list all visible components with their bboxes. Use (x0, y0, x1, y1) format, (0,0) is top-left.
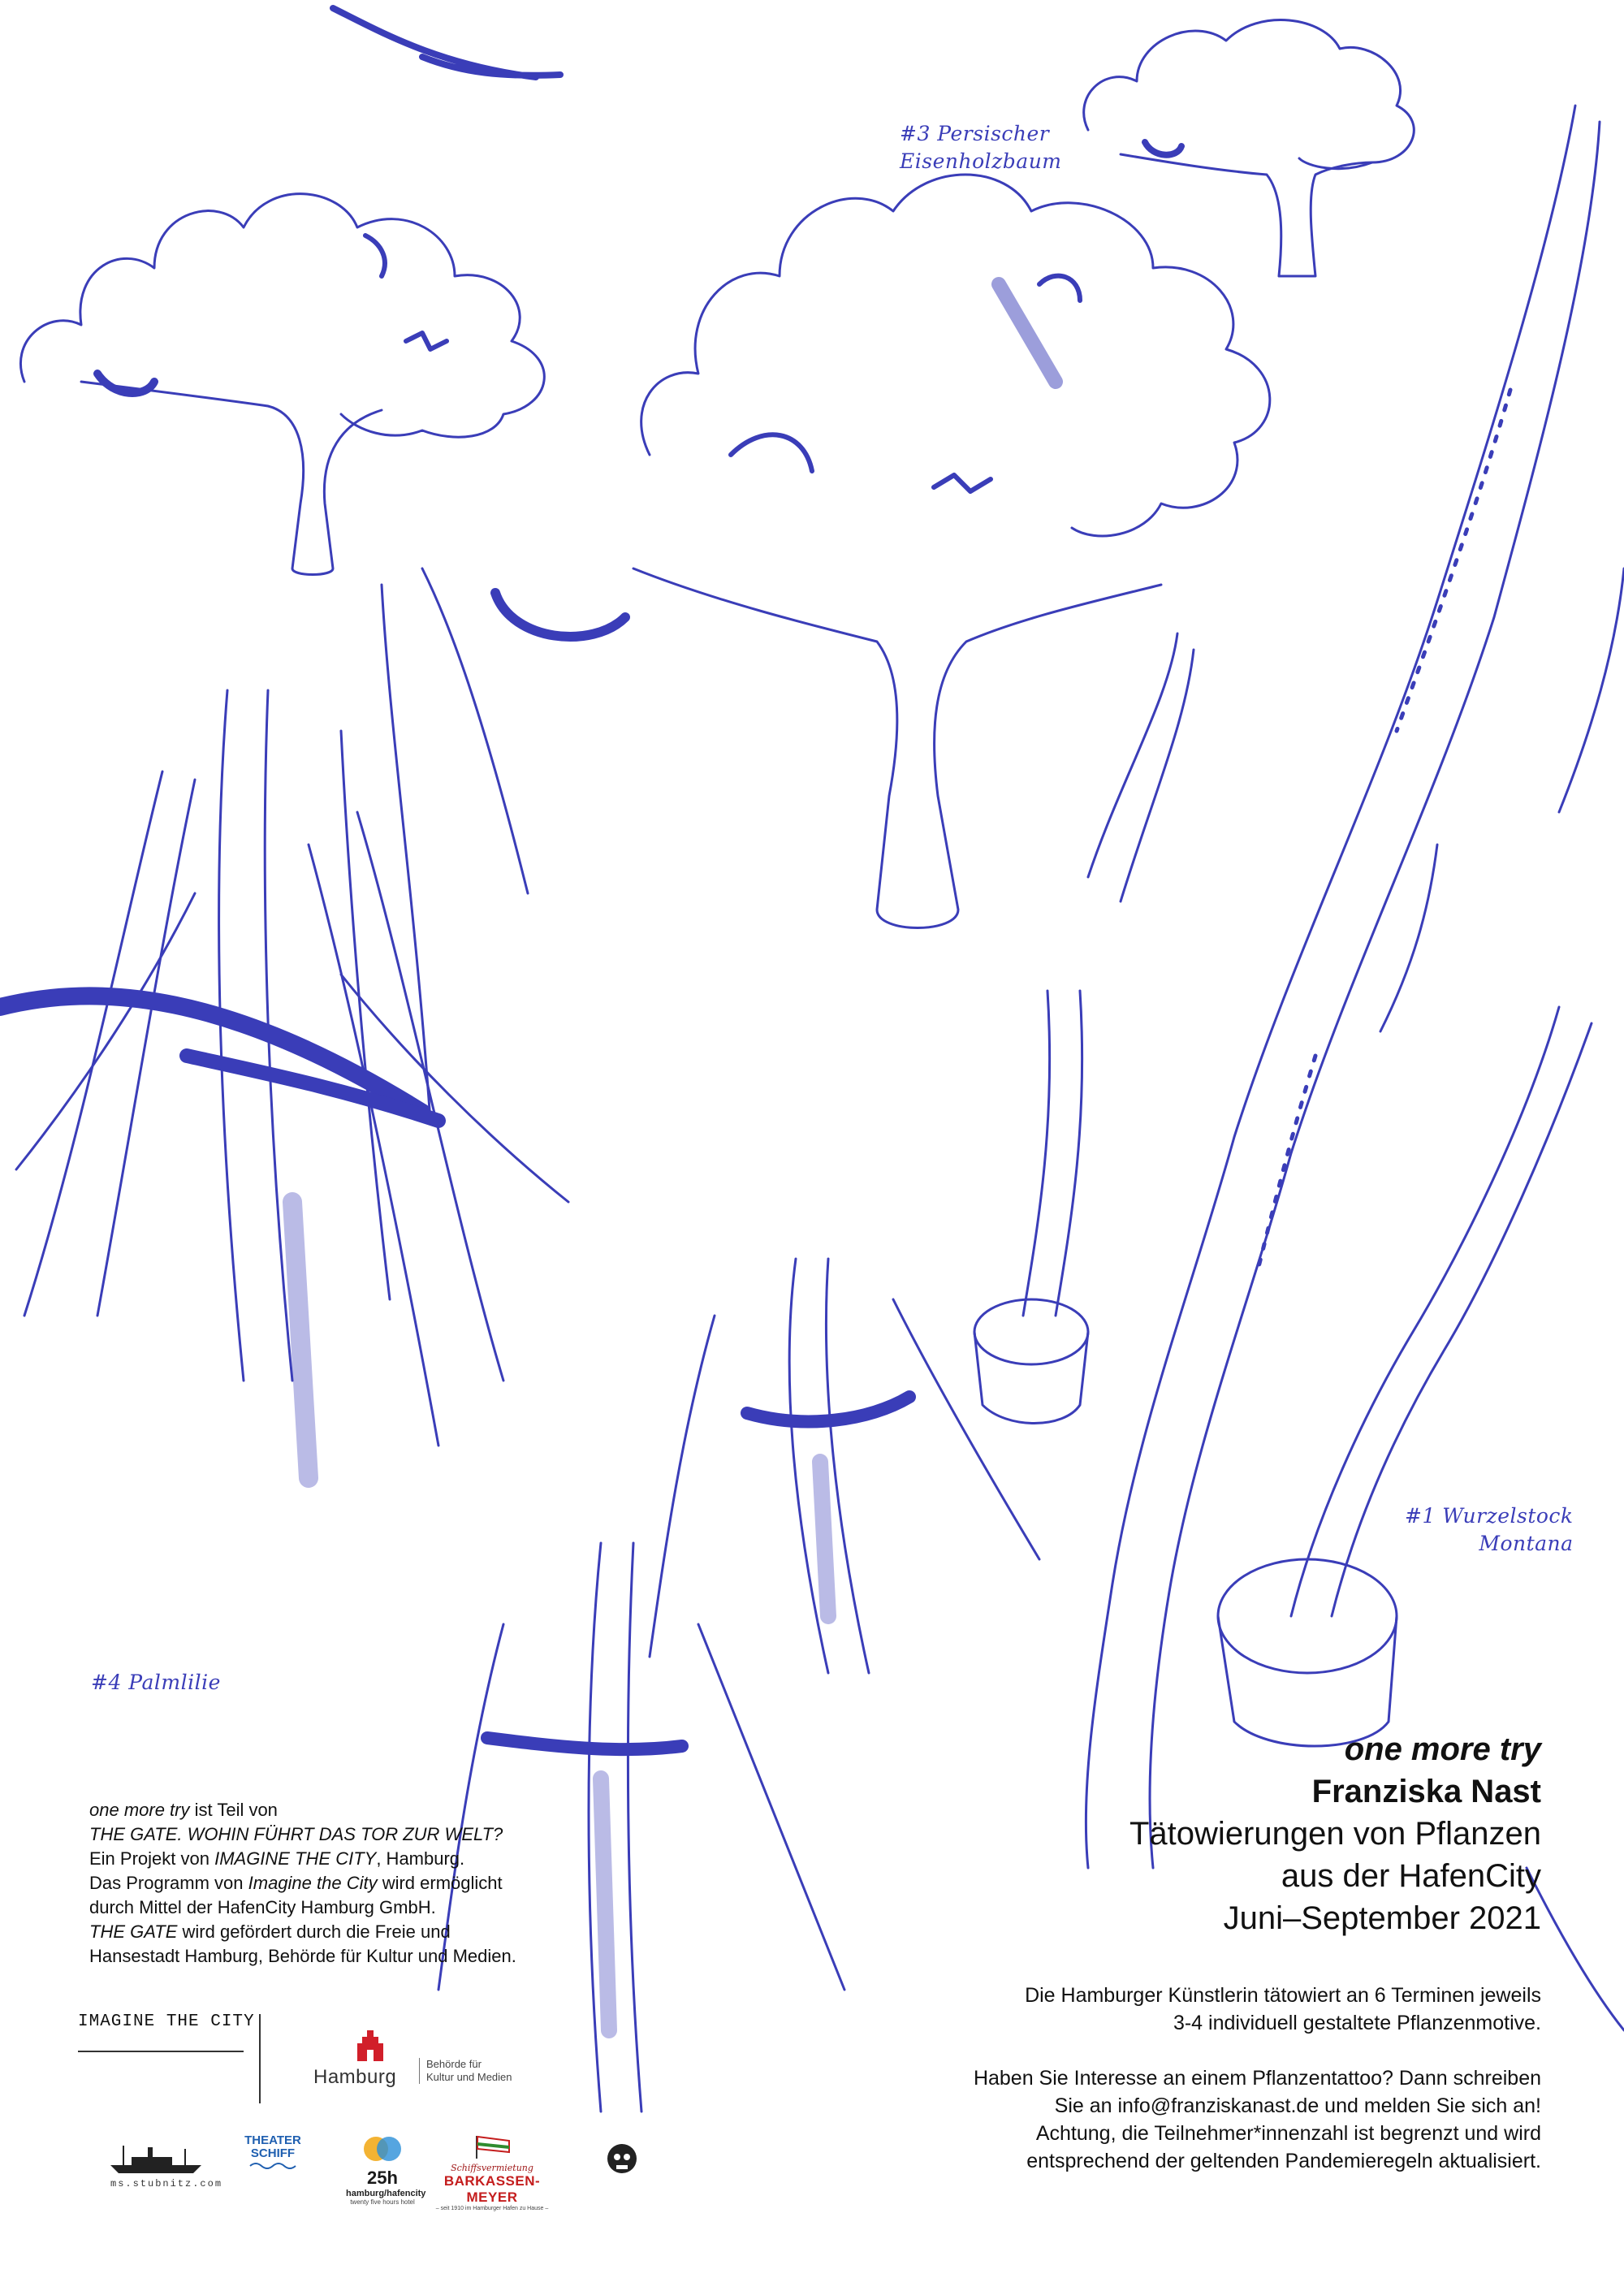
body-paragraph-1 (810, 1982, 1541, 2037)
credits-l1-rest: ist Teil von (189, 1800, 278, 1820)
credits-line-3 (89, 1847, 617, 1871)
caption-rootstock-line2: Montana (1479, 1532, 1574, 1555)
body-p2-line3: Achtung, die Teilnehmer*innenzahl ist begrenzt und wird (1035, 2122, 1541, 2145)
body-p2-line2: Sie an info@franziskanast.de und melden Sie sich an! (1054, 2094, 1541, 2117)
credits-line-1 (89, 1798, 617, 1822)
hamburg-logo-text: Hamburg (313, 2066, 397, 2088)
credits-l6-em: THE GATE (89, 1921, 178, 1942)
subtitle-line1: Tätowierungen von Pflanzen (1129, 1816, 1541, 1852)
artist-name: Franziska Nast (1311, 1774, 1541, 1809)
behoerde-line2: Kultur und Medien (426, 2071, 512, 2083)
credits-line-7: Hansestadt Hamburg, Behörde für Kultur und Medien. (89, 1946, 516, 1966)
bk-since: – seit 1910 im Hamburger Hafen zu Hause – (435, 2206, 549, 2211)
tree-left (20, 194, 544, 575)
series-title: one more try (1344, 1731, 1541, 1767)
bk-main: BARKASSEN-MEYER (443, 2173, 541, 2205)
body-p2-line1: Haben Sie Interesse an einem Pflanzentattoo? Dann schreiben (973, 2067, 1541, 2090)
credits-l3-em: IMAGINE THE CITY (214, 1848, 377, 1869)
credits-l4-post: wird ermöglicht (377, 1873, 503, 1893)
body-paragraph-2 (810, 2064, 1541, 2175)
credits-l3-pre: Ein Projekt von (89, 1848, 215, 1869)
25h-tagline: twenty five hours hotel (350, 2198, 415, 2206)
body-p2-line4: entsprechend der geltenden Pandemieregeln aktualisiert. (1026, 2150, 1541, 2172)
headline-block (1129, 1728, 1541, 1939)
behoerde-logo (419, 2058, 512, 2084)
credits-l4-em: Imagine the City (248, 1873, 378, 1893)
bk-top: Schiffsvermietung (451, 2163, 533, 2173)
sponsor-logos (78, 2012, 695, 2211)
imagine-the-city-logo: IMAGINE THE CITY (78, 2012, 255, 2031)
caption-rootstock (1405, 1502, 1574, 1558)
caption-rootstock-line1: #1 Wurzelstock (1405, 1504, 1574, 1528)
rootstock-main (1086, 106, 1600, 1868)
body-copy (810, 1982, 1541, 2202)
ship-icon (107, 2142, 205, 2175)
theaterschiff-logo (240, 2134, 305, 2175)
credits-l6-post: wird gefördert durch die Freie und (177, 1921, 451, 1942)
credits-l4-pre: Das Programm von (89, 1873, 248, 1893)
25h-name: hamburg/hafencity (346, 2189, 426, 2198)
flag-icon (472, 2134, 512, 2159)
25h-number: 25h (367, 2168, 398, 2188)
credits-l3-post: , Hamburg. (376, 1848, 465, 1869)
credits-line-2: THE GATE. WOHIN FÜHRT DAS TOR ZUR WELT? (89, 1824, 503, 1844)
credits-line-5: durch Mittel der HafenCity Hamburg GmbH. (89, 1897, 436, 1917)
hamburg-castle-icon (354, 2029, 387, 2064)
stick-pot-right (1218, 568, 1624, 1746)
stick-pot-center (974, 633, 1194, 1424)
credits-block (89, 1798, 617, 1969)
skull-icon (606, 2142, 638, 2178)
25h-circles-icon (358, 2134, 407, 2163)
caption-tree-3 (900, 120, 1062, 175)
credits-line-6 (89, 1920, 617, 1944)
body-p1-line2: 3-4 individuell gestaltete Pflanzenmotive. (1173, 2012, 1541, 2034)
caption-palm: #4 Palmlilie (91, 1671, 221, 1694)
behoerde-line1: Behörde für (426, 2058, 482, 2070)
stubnitz-logo-text: ms.stubnitz.com (110, 2178, 223, 2189)
credits-line-4 (89, 1871, 617, 1895)
tree-persian-ironwood (495, 175, 1270, 928)
palm-lily-left (0, 568, 568, 1478)
25hours-hotel-logo (346, 2134, 426, 2206)
waves-icon (248, 2160, 297, 2172)
credits-series: one more try (89, 1800, 190, 1820)
caption-tree-3-line1: #3 Persischer (900, 122, 1050, 145)
body-p1-line1: Die Hamburger Künstlerin tätowiert an 6 Terminen jeweils (1025, 1984, 1541, 2007)
caption-tree-3-line2: Eisenholzbaum (900, 149, 1062, 173)
ink-stroke (333, 8, 560, 77)
barkassen-meyer-logo (435, 2134, 549, 2211)
theater-line1: THEATER (244, 2133, 301, 2147)
tree-small (1084, 20, 1415, 276)
date-range: Juni–September 2021 (1223, 1900, 1541, 1936)
subtitle-line2: aus der HafenCity (1281, 1858, 1541, 1894)
theater-line2: SCHIFF (250, 2146, 296, 2160)
